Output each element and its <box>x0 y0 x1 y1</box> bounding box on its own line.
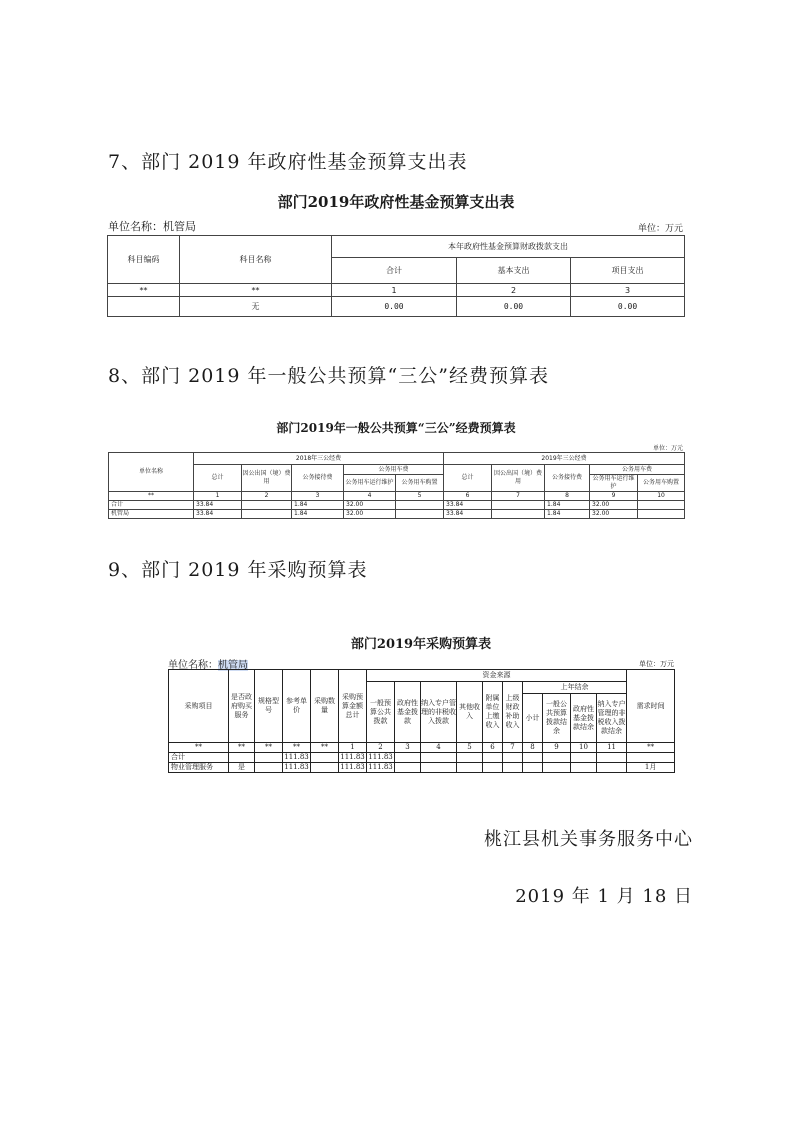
table-cell: 8 <box>523 743 543 753</box>
table-cell: ** <box>180 284 332 297</box>
table-row <box>169 743 675 753</box>
section-8-heading: 8、部门 2019 年一般公共预算“三公”经费预算表 <box>108 365 549 387</box>
table-cell: 1 <box>332 284 457 297</box>
table-cell <box>597 753 627 763</box>
table-cell <box>543 753 571 763</box>
table1-unit: 单位：万元 <box>637 224 683 234</box>
table-cell <box>396 510 444 519</box>
table2-header-vehicle-buy: 公务用车购置 <box>396 475 444 492</box>
table-cell: 3 <box>571 284 685 297</box>
table-cell: 1.84 <box>545 510 590 519</box>
table3-header-time: 需求时间 <box>627 670 675 743</box>
table-cell: ** <box>109 492 194 501</box>
table-cell <box>229 753 255 763</box>
table-row <box>169 753 675 763</box>
table3-header-funding: 资金来源 <box>367 670 627 682</box>
table1-header-total: 合计 <box>332 258 457 284</box>
table-cell <box>108 297 180 317</box>
table2-header-unit: 单位名称 <box>109 453 194 492</box>
table-cell: 7 <box>503 743 523 753</box>
table-cell <box>242 501 292 510</box>
section-7-heading: 7、部门 2019 年政府性基金预算支出表 <box>108 151 468 173</box>
table-cell <box>503 763 523 773</box>
table-cell: 5 <box>457 743 483 753</box>
table-cell: 5 <box>396 492 444 501</box>
table-row <box>109 501 685 510</box>
table-cell: ** <box>627 743 675 753</box>
table-cell: 0.00 <box>332 297 457 317</box>
table2-header-vehicle-run: 公务用车运行维护 <box>590 475 638 492</box>
table3-header-other: 其他收入 <box>457 682 483 743</box>
table-cell: ** <box>169 743 229 753</box>
table3-header-gov: 是否政府购买服务 <box>229 670 255 743</box>
table-cell: 4 <box>344 492 396 501</box>
table-cell: 2 <box>242 492 292 501</box>
table-cell: 8 <box>545 492 590 501</box>
table-cell: 111.83 <box>340 763 365 771</box>
table-cell: 是 <box>229 763 255 773</box>
table-cell: 33.84 <box>194 501 242 510</box>
table2-header-vehicle-run: 公务用车运行维护 <box>344 475 396 492</box>
table-cell: 111.83 <box>368 753 393 761</box>
table-cell <box>421 763 457 773</box>
table3-header-b-govfund: 政府性基金拨款结余 <box>571 694 597 743</box>
table-cell <box>523 753 543 763</box>
table-cell: 32.00 <box>344 510 396 519</box>
table3-header-spec: 规格型号 <box>255 670 283 743</box>
table1-header-project: 项目支出 <box>571 258 685 284</box>
table-row <box>109 510 685 519</box>
table-cell: 7 <box>492 492 545 501</box>
table-cell <box>503 753 523 763</box>
table-cell: 0.00 <box>457 297 571 317</box>
table-cell <box>421 753 457 763</box>
table-cell: 1 <box>194 492 242 501</box>
table-cell: 物业管理服务 <box>169 763 229 773</box>
table-cell: 0.00 <box>571 297 685 317</box>
table2-header-abroad: 因公出国（境）费用 <box>492 465 545 492</box>
table-row <box>169 763 675 773</box>
table-cell <box>255 753 283 763</box>
table3-header-govfund: 政府性基金拨款 <box>395 682 421 743</box>
table3-header-general: 一般预算公共拨款 <box>367 682 395 743</box>
table2-header-total: 总计 <box>194 465 242 492</box>
table-cell: 3 <box>292 492 344 501</box>
table-row <box>108 284 685 297</box>
table1-title: 部门2019年政府性基金预算支出表 <box>277 193 515 211</box>
table-cell: 6 <box>483 743 503 753</box>
table2-unit: 单位：万元 <box>652 445 683 452</box>
table-row <box>109 492 685 501</box>
table-cell <box>311 753 339 763</box>
table1 <box>107 235 685 317</box>
table3-header-price: 参考单价 <box>283 670 311 743</box>
table-cell <box>597 763 627 773</box>
table-cell: ** <box>108 284 180 297</box>
table-cell: 33.84 <box>194 510 242 519</box>
table-cell: 2 <box>367 743 395 753</box>
table3-unit-label: 单位名称： <box>168 660 218 671</box>
table-cell <box>242 510 292 519</box>
table3-header-b-general: 一般公共预算拨款结余 <box>543 694 571 743</box>
table3-header-b-special: 纳入专户管理的非税收入拨款结余 <box>597 694 627 743</box>
table-cell: 无 <box>180 297 332 317</box>
table3-header-sum: 采购预算金额总计 <box>339 670 367 743</box>
table-cell: 111.83 <box>340 753 365 761</box>
table-cell: 1.84 <box>292 510 344 519</box>
table-cell <box>571 753 597 763</box>
table3-unit: 单位：万元 <box>639 660 674 668</box>
table-row <box>108 297 685 317</box>
table-cell: ** <box>229 743 255 753</box>
table2-header-2018: 2018年三公经费 <box>194 453 444 465</box>
table-cell: 9 <box>543 743 571 753</box>
table-cell: 111.83 <box>284 763 309 771</box>
table2-header-abroad: 因公出国（境）费用 <box>242 465 292 492</box>
table1-header-code: 科目编码 <box>108 236 180 284</box>
table-cell <box>255 763 283 773</box>
table-cell: 6 <box>444 492 492 501</box>
table-cell: 9 <box>590 492 638 501</box>
table-cell <box>627 753 675 763</box>
section-9-heading: 9、部门 2019 年采购预算表 <box>108 559 368 581</box>
table2 <box>108 452 685 519</box>
table3-header-upper: 上级财政补助收入 <box>503 682 523 743</box>
table3-header-item: 采购项目 <box>169 670 229 743</box>
table-cell: ** <box>283 743 311 753</box>
table-cell <box>571 763 597 773</box>
table-cell: 1.84 <box>545 501 590 510</box>
table-cell <box>543 763 571 773</box>
table3 <box>168 669 675 773</box>
table1-unit-name: 单位名称：机管局 <box>108 220 196 233</box>
table1-header-basic: 基本支出 <box>457 258 571 284</box>
table-cell: 4 <box>421 743 457 753</box>
table2-header-vehicle: 公务用车费 <box>344 465 444 475</box>
table-cell <box>492 510 545 519</box>
footer-organization: 桃江县机关事务服务中心 <box>484 829 693 850</box>
table-cell: 32.00 <box>590 501 638 510</box>
table3-unit-value: 机管局 <box>218 660 248 671</box>
table-cell <box>457 753 483 763</box>
table-cell: 111.83 <box>284 753 309 761</box>
table-cell: 111.83 <box>368 763 393 771</box>
table-cell: 2 <box>457 284 571 297</box>
table-cell: 1 <box>339 743 367 753</box>
table-cell: ** <box>311 743 339 753</box>
table-cell: 32.00 <box>344 501 396 510</box>
table-cell <box>638 501 685 510</box>
table-cell: 3 <box>395 743 421 753</box>
table-cell <box>457 763 483 773</box>
table3-header-special: 纳入专户管理的非税收入拨款 <box>421 682 457 743</box>
table-cell: 10 <box>571 743 597 753</box>
table-cell: 33.84 <box>444 510 492 519</box>
table1-header-name: 科目名称 <box>180 236 332 284</box>
table-cell <box>311 763 339 773</box>
table-cell: 11 <box>597 743 627 753</box>
table-cell <box>492 501 545 510</box>
table-cell: 合计 <box>169 753 229 763</box>
table-cell <box>638 510 685 519</box>
table2-title: 部门2019年一般公共预算“三公”经费预算表 <box>276 421 516 435</box>
table3-header-subtotal: 小计 <box>523 694 543 743</box>
table3-header-balance: 上年结余 <box>523 682 627 694</box>
table-cell: 32.00 <box>590 510 638 519</box>
table-cell <box>396 501 444 510</box>
table-cell: ** <box>255 743 283 753</box>
table2-header-vehicle-buy: 公务用车购置 <box>638 475 685 492</box>
table-cell: 机管局 <box>109 510 194 519</box>
table-cell <box>395 763 421 773</box>
table2-header-vehicle: 公务用车费 <box>590 465 685 475</box>
table-cell <box>523 763 543 773</box>
table-cell: 1.84 <box>292 501 344 510</box>
footer-date: 2019 年 1 月 18 日 <box>515 886 693 907</box>
table-cell <box>395 753 421 763</box>
table-cell <box>483 753 503 763</box>
table2-header-total: 总计 <box>444 465 492 492</box>
table3-title: 部门2019年采购预算表 <box>350 637 492 652</box>
table2-header-2019: 2019年三公经费 <box>444 453 685 465</box>
table2-header-reception: 公务接待费 <box>545 465 590 492</box>
table3-header-affiliate: 附属单位上缴收入 <box>483 682 503 743</box>
table-cell: 10 <box>638 492 685 501</box>
table2-header-reception: 公务接待费 <box>292 465 344 492</box>
table-cell: 33.84 <box>444 501 492 510</box>
table-cell <box>483 763 503 773</box>
table-cell: 1月 <box>627 763 675 773</box>
table3-header-qty: 采购数量 <box>311 670 339 743</box>
table-cell: 合计 <box>109 501 194 510</box>
table1-header-group: 本年政府性基金预算财政拨款支出 <box>332 236 685 258</box>
